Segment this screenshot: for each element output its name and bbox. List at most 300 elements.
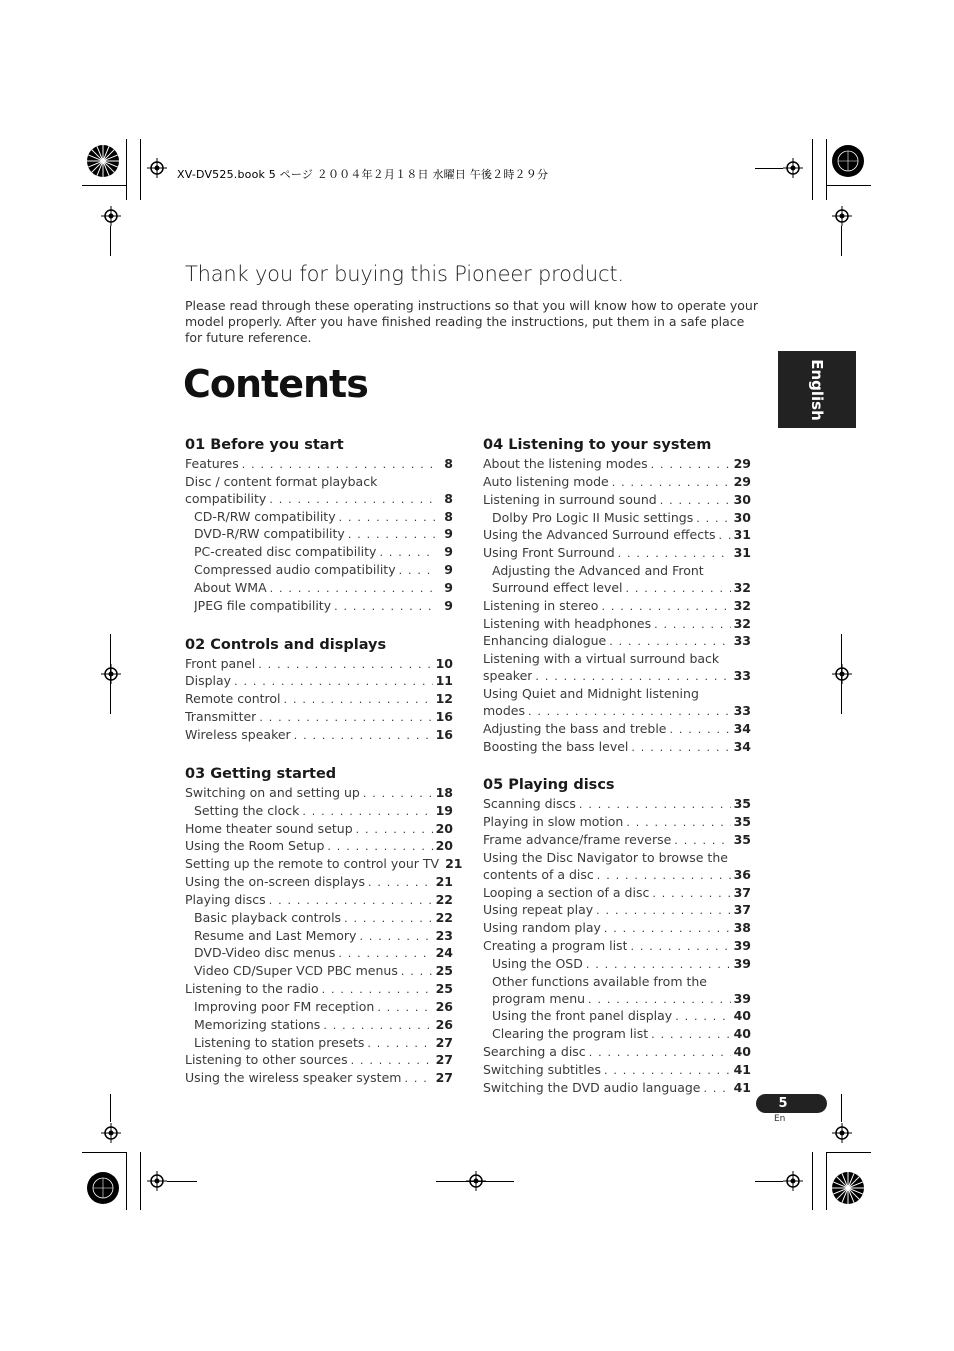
leader-dots bbox=[604, 1063, 731, 1080]
toc-entry-title: DVD-R/RW compatibility bbox=[194, 526, 345, 542]
toc-entry bbox=[483, 902, 751, 920]
toc-entry bbox=[483, 703, 751, 721]
toc-entry-title: Switching the DVD audio language bbox=[483, 1079, 701, 1095]
toc-entry-page: 40 bbox=[733, 1008, 751, 1024]
crosshair-mark-icon bbox=[832, 1123, 852, 1143]
toc-section bbox=[185, 636, 453, 745]
trim-line bbox=[126, 1152, 127, 1210]
leader-dots bbox=[367, 1036, 432, 1053]
crosshair-mark-icon bbox=[783, 1171, 803, 1191]
leader-dots bbox=[269, 492, 436, 509]
crosshair-mark-icon bbox=[147, 1171, 167, 1191]
leader-dots bbox=[652, 886, 730, 903]
page-title: Contents bbox=[183, 362, 368, 406]
leader-dots bbox=[626, 815, 730, 832]
toc-entry-page: 26 bbox=[435, 1016, 453, 1032]
toc-section bbox=[185, 436, 453, 616]
toc-entry bbox=[483, 1044, 751, 1062]
toc-entry bbox=[483, 739, 751, 757]
toc-entry bbox=[483, 492, 751, 510]
toc-entry-title: About WMA bbox=[194, 579, 267, 595]
toc-entry-page: 39 bbox=[733, 990, 751, 1006]
leader-dots bbox=[588, 992, 731, 1009]
toc-entry-page: 23 bbox=[435, 927, 453, 943]
leader-dots bbox=[339, 510, 436, 527]
toc-entry-page: 31 bbox=[733, 545, 751, 561]
toc-entry bbox=[483, 580, 751, 598]
toc-entry-page: 11 bbox=[435, 673, 453, 689]
toc-entry-title: Using random play bbox=[483, 920, 601, 936]
toc-entry bbox=[185, 1070, 453, 1088]
toc-entry-title: Playing discs bbox=[185, 891, 266, 907]
toc-entry-page: 20 bbox=[435, 838, 453, 854]
toc-entry-page: 27 bbox=[435, 1052, 453, 1068]
toc-entry bbox=[483, 456, 751, 474]
toc-entry bbox=[185, 491, 453, 509]
leader-dots bbox=[322, 982, 433, 999]
toc-entry-title: Adjusting the bass and treble bbox=[483, 720, 667, 736]
leader-dots bbox=[703, 1081, 730, 1098]
toc-entry-title: PC-created disc compatibility bbox=[194, 544, 377, 560]
trim-line bbox=[812, 1152, 813, 1210]
toc-entry-page: 21 bbox=[445, 856, 463, 872]
leader-dots bbox=[348, 527, 436, 544]
toc-entry-page: 37 bbox=[733, 902, 751, 918]
toc-entry-page: 18 bbox=[435, 784, 453, 800]
trim-line bbox=[812, 139, 813, 200]
trim-line bbox=[82, 185, 127, 186]
leader-dots bbox=[344, 911, 433, 928]
leader-dots bbox=[626, 581, 731, 598]
toc-entry-title: Searching a disc bbox=[483, 1044, 586, 1060]
leader-dots bbox=[377, 1000, 432, 1017]
toc-entry bbox=[483, 974, 751, 991]
leader-dots bbox=[719, 528, 731, 545]
toc-entry-page: 41 bbox=[733, 1062, 751, 1077]
trim-line bbox=[110, 634, 111, 714]
trim-line bbox=[841, 1094, 842, 1122]
print-header: XV-DV525.book 5 ページ ２００４年２月１８日 水曜日 午後２時２９分 bbox=[177, 168, 549, 181]
page-number-badge bbox=[756, 1094, 827, 1113]
toc-entry-title: Looping a section of a disc bbox=[483, 884, 650, 900]
crosshair-mark-icon bbox=[832, 206, 852, 226]
toc-entry-page: 16 bbox=[435, 726, 453, 742]
thank-you-heading: Thank you for buying this Pioneer product. bbox=[185, 262, 624, 286]
toc-entry-page: 25 bbox=[435, 963, 453, 979]
toc-entry-page: 26 bbox=[435, 998, 453, 1014]
toc-entry-page: 35 bbox=[733, 814, 751, 830]
toc-entry-title: CD-R/RW compatibility bbox=[194, 508, 336, 524]
toc-entry bbox=[483, 885, 751, 903]
toc-entry bbox=[483, 850, 751, 867]
toc-entry-page: 21 bbox=[435, 874, 453, 890]
leader-dots bbox=[368, 875, 433, 892]
toc-entry-page: 32 bbox=[733, 597, 751, 613]
toc-entry-title: Switching subtitles bbox=[483, 1062, 601, 1077]
toc-entry-page: 40 bbox=[733, 1044, 751, 1060]
toc-entry-title: Creating a program list bbox=[483, 938, 628, 954]
crosshair-mark-icon bbox=[101, 1123, 121, 1143]
toc-entry bbox=[185, 474, 453, 491]
toc-section bbox=[185, 765, 463, 1088]
toc-entry-title: Improving poor FM reception bbox=[194, 998, 375, 1014]
leader-dots bbox=[399, 563, 436, 580]
section-title: 01 Before you start bbox=[185, 437, 344, 453]
toc-entry-page: 24 bbox=[435, 945, 453, 961]
leader-dots bbox=[670, 722, 731, 739]
toc-entry bbox=[483, 545, 751, 563]
section-title: 05 Playing discs bbox=[483, 777, 615, 794]
leader-dots bbox=[618, 546, 731, 563]
toc-entry-page: 33 bbox=[733, 633, 751, 649]
leader-dots bbox=[258, 657, 432, 674]
toc-entry bbox=[483, 510, 751, 528]
toc-entry-title: DVD-Video disc menus bbox=[194, 945, 336, 961]
toc-entry-title: Listening in surround sound bbox=[483, 491, 657, 507]
toc-entry bbox=[483, 1008, 751, 1026]
toc-entry-title: Using repeat play bbox=[483, 902, 594, 918]
toc-entry-title: Memorizing stations bbox=[194, 1016, 321, 1032]
toc-entry-title: Using the Disc Navigator to browse the bbox=[483, 849, 728, 865]
toc-entry bbox=[185, 838, 453, 856]
toc-entry-title: Wireless speaker bbox=[185, 726, 291, 742]
toc-entry-page: 30 bbox=[733, 491, 751, 507]
toc-entry-title: Display bbox=[185, 673, 232, 689]
page-number: 5 bbox=[778, 1096, 788, 1111]
toc-entry bbox=[185, 727, 453, 745]
toc-entry-page: 20 bbox=[435, 820, 453, 836]
toc-column-left bbox=[185, 436, 463, 1108]
registration-wheel-icon bbox=[86, 144, 120, 178]
toc-entry bbox=[483, 814, 751, 832]
leader-dots bbox=[601, 599, 730, 616]
toc-entry-title: Home theater sound setup bbox=[185, 820, 353, 836]
toc-entry-title: Clearing the program list bbox=[492, 1026, 649, 1042]
crosshair-mark-icon bbox=[783, 158, 803, 178]
toc-entry-title: Using the OSD bbox=[492, 955, 583, 971]
toc-entry-title: Compressed audio compatibility bbox=[194, 562, 396, 578]
toc-entry-title: Listening with a virtual surround back bbox=[483, 651, 720, 667]
toc-entry bbox=[483, 867, 751, 885]
toc-entry-title: Auto listening mode bbox=[483, 473, 609, 489]
toc-entry bbox=[185, 598, 453, 616]
toc-entry bbox=[185, 821, 453, 839]
leader-dots bbox=[630, 939, 730, 956]
toc-entry-page: 12 bbox=[435, 691, 453, 707]
leader-dots bbox=[651, 457, 731, 474]
toc-entry-title: Features bbox=[185, 456, 239, 471]
leader-dots bbox=[631, 740, 730, 757]
toc-entry-title: Using the on-screen displays bbox=[185, 874, 365, 890]
toc-entry-page: 35 bbox=[733, 832, 751, 848]
toc-entry-title: Setting up the remote to control your TV bbox=[185, 856, 440, 872]
toc-entry-page: 16 bbox=[435, 709, 453, 725]
leader-dots bbox=[674, 833, 730, 850]
toc-entry-page: 39 bbox=[733, 955, 751, 971]
toc-entry bbox=[185, 1052, 453, 1070]
leader-dots bbox=[323, 1018, 432, 1035]
toc-entry bbox=[185, 456, 453, 474]
toc-entry bbox=[483, 633, 751, 651]
toc-entry-title: Using the wireless speaker system bbox=[185, 1070, 402, 1086]
toc-entry-page: 37 bbox=[733, 884, 751, 900]
toc-entry-title: Front panel bbox=[185, 655, 256, 671]
leader-dots bbox=[660, 493, 731, 510]
registration-wheel-icon bbox=[831, 1171, 865, 1205]
trim-line bbox=[841, 634, 842, 714]
toc-entry-title: Basic playback controls bbox=[194, 909, 342, 925]
toc-entry bbox=[185, 892, 453, 910]
toc-entry bbox=[185, 544, 453, 562]
trim-line bbox=[826, 185, 871, 186]
leader-dots bbox=[270, 581, 436, 598]
toc-entry bbox=[185, 1035, 453, 1053]
toc-entry-title: Resume and Last Memory bbox=[194, 927, 357, 943]
toc-entry bbox=[483, 598, 751, 616]
trim-line bbox=[140, 139, 141, 200]
toc-entry bbox=[185, 803, 453, 821]
leader-dots bbox=[259, 710, 432, 727]
leader-dots bbox=[696, 511, 730, 528]
toc-entry-page: 8 bbox=[444, 508, 453, 524]
toc-entry-page: 9 bbox=[444, 544, 453, 560]
registration-wheel-icon bbox=[831, 144, 865, 178]
toc-entry bbox=[483, 832, 751, 850]
trim-line bbox=[436, 1181, 514, 1182]
toc-entry-page: 8 bbox=[444, 456, 453, 471]
toc-entry-title: compatibility bbox=[185, 490, 267, 506]
trim-line bbox=[82, 1152, 127, 1153]
leader-dots bbox=[302, 804, 432, 821]
toc-entry bbox=[185, 874, 453, 892]
toc-entry-page: 33 bbox=[733, 702, 751, 718]
toc-entry-page: 41 bbox=[733, 1079, 751, 1095]
leader-dots bbox=[579, 797, 731, 814]
toc-entry-page: 9 bbox=[444, 526, 453, 542]
toc-entry-title: Boosting the bass level bbox=[483, 738, 629, 754]
toc-entry-page: 9 bbox=[444, 579, 453, 595]
toc-entry-title: Using Quiet and Midnight listening bbox=[483, 685, 699, 701]
leader-dots bbox=[528, 704, 731, 721]
toc-entry bbox=[483, 563, 751, 580]
toc-entry bbox=[483, 938, 751, 956]
toc-entry-page: 38 bbox=[733, 920, 751, 936]
toc-entry bbox=[483, 796, 751, 814]
toc-entry bbox=[483, 956, 751, 974]
toc-entry-title: speaker bbox=[483, 668, 533, 684]
toc-section bbox=[483, 776, 751, 1097]
leader-dots bbox=[675, 1009, 730, 1026]
toc-entry bbox=[483, 668, 751, 686]
toc-entry-title: Using the Advanced Surround effects bbox=[483, 527, 716, 543]
toc-entry-page: 25 bbox=[435, 981, 453, 997]
toc-entry-page: 39 bbox=[733, 938, 751, 954]
toc-entry-title: Scanning discs bbox=[483, 796, 576, 812]
leader-dots bbox=[651, 1027, 730, 1044]
leader-dots bbox=[401, 964, 433, 981]
toc-entry-page: 31 bbox=[733, 527, 751, 543]
toc-entry-page: 10 bbox=[435, 655, 453, 671]
toc-entry-page: 22 bbox=[435, 909, 453, 925]
trim-line bbox=[755, 1181, 783, 1182]
leader-dots bbox=[269, 893, 433, 910]
toc-entry-title: Using Front Surround bbox=[483, 545, 615, 561]
registration-wheel-icon bbox=[86, 1171, 120, 1205]
toc-entry-title: Disc / content format playback bbox=[185, 473, 378, 489]
toc-entry-title: Listening to other sources bbox=[185, 1052, 348, 1068]
leader-dots bbox=[589, 1045, 731, 1062]
toc-entry bbox=[185, 562, 453, 580]
toc-entry-title: Using the front panel display bbox=[492, 1008, 673, 1024]
toc-entry bbox=[185, 963, 453, 981]
leader-dots bbox=[234, 674, 433, 691]
trim-line bbox=[110, 1094, 111, 1122]
trim-line bbox=[826, 1152, 827, 1210]
toc-entry bbox=[483, 616, 751, 634]
toc-entry-page: 35 bbox=[733, 796, 751, 812]
leader-dots bbox=[379, 545, 436, 562]
toc-entry bbox=[185, 910, 453, 928]
toc-entry bbox=[185, 945, 453, 963]
trim-line bbox=[826, 1152, 871, 1153]
section-title: 04 Listening to your system bbox=[483, 437, 712, 453]
leader-dots bbox=[604, 921, 731, 938]
toc-entry bbox=[483, 1080, 751, 1098]
toc-entry-title: Surround effect level bbox=[492, 579, 623, 595]
toc-entry-title: contents of a disc bbox=[483, 866, 594, 882]
trim-line bbox=[167, 1181, 197, 1182]
crosshair-mark-icon bbox=[832, 664, 852, 684]
leader-dots bbox=[654, 617, 730, 634]
toc-entry-page: 36 bbox=[733, 866, 751, 882]
toc-entry bbox=[185, 999, 453, 1017]
toc-entry-page: 32 bbox=[733, 615, 751, 631]
toc-entry-page: 29 bbox=[733, 456, 751, 471]
toc-entry-title: Adjusting the Advanced and Front bbox=[492, 563, 704, 579]
toc-entry-page: 33 bbox=[733, 668, 751, 684]
toc-entry bbox=[483, 527, 751, 545]
toc-entry-page: 8 bbox=[444, 490, 453, 506]
toc-entry bbox=[483, 474, 751, 492]
toc-entry-page: 32 bbox=[733, 579, 751, 595]
toc-entry-page: 40 bbox=[733, 1026, 751, 1042]
toc-entry bbox=[483, 651, 751, 668]
toc-entry bbox=[483, 686, 751, 703]
trim-line bbox=[110, 226, 111, 256]
trim-line bbox=[140, 1152, 141, 1210]
leader-dots bbox=[612, 475, 731, 492]
leader-dots bbox=[334, 599, 436, 616]
toc-entry bbox=[185, 673, 453, 691]
toc-entry-page: 27 bbox=[435, 1034, 453, 1050]
toc-entry-page: 9 bbox=[444, 597, 453, 613]
toc-entry bbox=[483, 1026, 751, 1044]
toc-entry-title: Listening to the radio bbox=[185, 981, 319, 997]
toc-entry-title: Dolby Pro Logic II Music settings bbox=[492, 509, 694, 525]
trim-line bbox=[755, 168, 783, 169]
toc-entry-title: Enhancing dialogue bbox=[483, 633, 607, 649]
toc-entry-page: 9 bbox=[444, 562, 453, 578]
leader-dots bbox=[535, 669, 730, 686]
toc-entry bbox=[185, 509, 453, 527]
section-title: 02 Controls and displays bbox=[185, 636, 387, 653]
toc-entry bbox=[185, 709, 453, 727]
toc-entry-title: Listening with headphones bbox=[483, 615, 652, 631]
toc-entry-page: 19 bbox=[435, 802, 453, 818]
trim-line bbox=[126, 139, 127, 200]
trim-line bbox=[841, 226, 842, 256]
leader-dots bbox=[356, 822, 433, 839]
toc-entry bbox=[185, 526, 453, 544]
toc-column-right bbox=[483, 436, 751, 1118]
section-title: 03 Getting started bbox=[185, 765, 337, 782]
leader-dots bbox=[338, 946, 432, 963]
toc-entry-page: 27 bbox=[435, 1070, 453, 1086]
toc-entry bbox=[185, 981, 453, 999]
toc-entry-page: 29 bbox=[733, 473, 751, 489]
leader-dots bbox=[294, 728, 433, 745]
crosshair-mark-icon bbox=[147, 158, 167, 178]
trim-line bbox=[826, 139, 827, 200]
leader-dots bbox=[363, 786, 433, 803]
toc-entry-page: 34 bbox=[733, 738, 751, 754]
crosshair-mark-icon bbox=[101, 664, 121, 684]
toc-entry bbox=[185, 785, 453, 803]
toc-entry-page: 34 bbox=[733, 720, 751, 736]
toc-entry bbox=[185, 928, 453, 946]
toc-entry-title: program menu bbox=[492, 990, 586, 1006]
toc-entry-title: Using the Room Setup bbox=[185, 838, 325, 854]
toc-entry-title: Frame advance/frame reverse bbox=[483, 832, 672, 848]
leader-dots bbox=[597, 868, 731, 885]
toc-entry bbox=[185, 856, 463, 874]
toc-section bbox=[483, 436, 751, 756]
intro-paragraph: Please read through these operating instructions so that you will know how to operate your model properly. After you have finished reading the instructions, put them in a safe place for future reference. bbox=[185, 298, 758, 345]
toc-entry-title: modes bbox=[483, 702, 525, 718]
toc-entry-title: Setting the clock bbox=[194, 802, 300, 818]
toc-entry-title: Switching on and setting up bbox=[185, 784, 360, 800]
leader-dots bbox=[586, 957, 731, 974]
toc-entry bbox=[185, 580, 453, 598]
toc-entry-title: About the listening modes bbox=[483, 456, 648, 471]
toc-entry-title: Other functions available from the bbox=[492, 973, 707, 989]
toc-entry bbox=[483, 1062, 751, 1080]
toc-entry-title: Listening in stereo bbox=[483, 597, 599, 613]
leader-dots bbox=[359, 929, 432, 946]
language-tab-label: English bbox=[808, 358, 826, 421]
toc-entry bbox=[483, 721, 751, 739]
crosshair-mark-icon bbox=[101, 206, 121, 226]
leader-dots bbox=[284, 692, 433, 709]
leader-dots bbox=[327, 839, 432, 856]
leader-dots bbox=[609, 634, 730, 651]
toc-entry bbox=[483, 991, 751, 1009]
toc-entry-page: 30 bbox=[733, 509, 751, 525]
toc-entry-title: Playing in slow motion bbox=[483, 814, 624, 830]
toc-entry bbox=[483, 920, 751, 938]
toc-entry-title: Video CD/Super VCD PBC menus bbox=[194, 963, 398, 979]
language-tab bbox=[778, 351, 856, 428]
leader-dots bbox=[351, 1053, 433, 1070]
leader-dots bbox=[404, 1071, 432, 1088]
toc-entry-title: Remote control bbox=[185, 691, 281, 707]
toc-entry bbox=[185, 1017, 453, 1035]
toc-entry-title: JPEG file compatibility bbox=[194, 597, 332, 613]
toc-entry bbox=[185, 656, 453, 674]
toc-entry-page: 22 bbox=[435, 891, 453, 907]
page-language: En bbox=[774, 1114, 786, 1124]
toc-entry-title: Transmitter bbox=[185, 709, 257, 725]
